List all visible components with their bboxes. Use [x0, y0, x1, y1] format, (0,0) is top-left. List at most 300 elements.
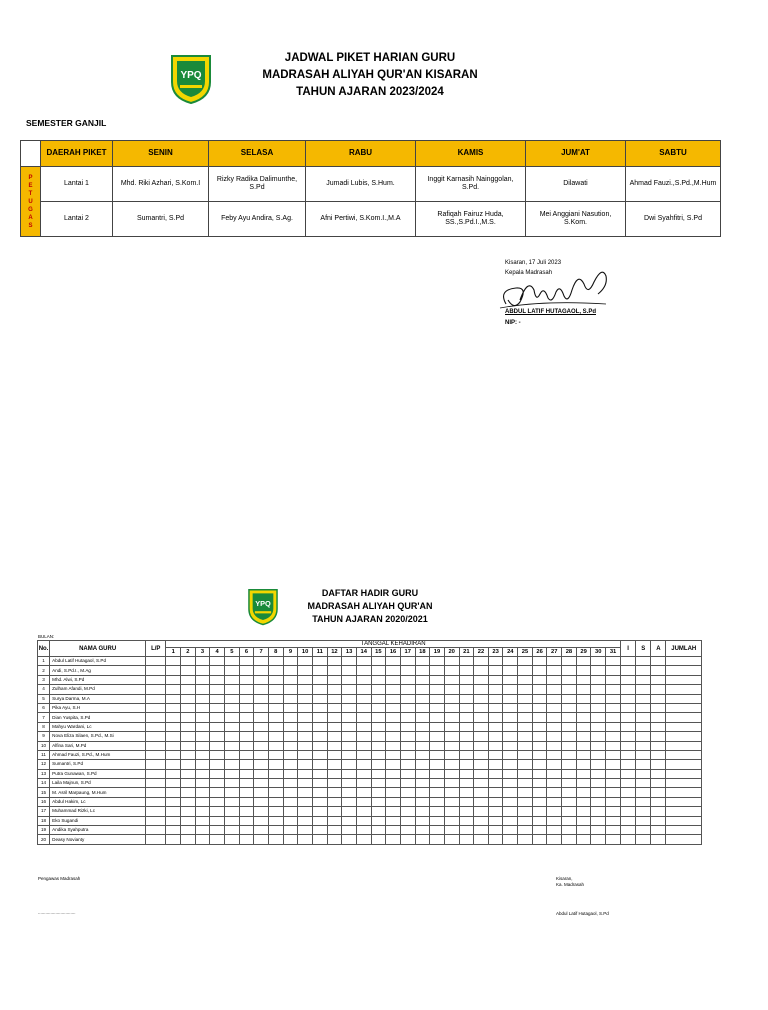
attendance-cell [327, 694, 342, 703]
teacher-number: 9 [38, 732, 50, 741]
attendance-cell [459, 722, 474, 731]
attendance-cell [503, 732, 518, 741]
attendance-cell [474, 694, 489, 703]
attendance-cell [268, 797, 283, 806]
attendance-cell [239, 722, 254, 731]
attendance-cell [210, 807, 225, 816]
attendance-cell [591, 750, 606, 759]
attendance-cell [474, 816, 489, 825]
attendance-cell [371, 722, 386, 731]
teacher-number: 17 [38, 807, 50, 816]
attendance-cell [474, 788, 489, 797]
attendance-cell [210, 816, 225, 825]
summary-cell [636, 657, 651, 666]
attendance-cell [606, 703, 621, 712]
header-selasa: SELASA [209, 141, 306, 167]
attendance-cell [283, 666, 298, 675]
summary-cell [651, 732, 666, 741]
attendance-cell [547, 788, 562, 797]
attendance-cell [195, 835, 210, 844]
attendance-cell [195, 657, 210, 666]
teacher-name: Dian Yuspita, S.Pd [50, 713, 146, 722]
attendance-cell [210, 732, 225, 741]
attendance-cell [371, 779, 386, 788]
attendance-cell [371, 657, 386, 666]
teacher-row [38, 835, 702, 844]
attendance-cell [254, 657, 269, 666]
attendance-cell [518, 797, 533, 806]
teacher-lp-cell [146, 835, 166, 844]
attendance-cell [166, 816, 181, 825]
attendance-cell [532, 741, 547, 750]
attendance-cell [474, 797, 489, 806]
teacher-row [38, 750, 702, 759]
attendance-cell [430, 666, 445, 675]
attendance-cell [503, 835, 518, 844]
day-header: 15 [371, 648, 386, 657]
attendance-cell [488, 788, 503, 797]
attendance-cell [606, 807, 621, 816]
attendance-cell [181, 722, 196, 731]
attendance-cell [430, 675, 445, 684]
attendance-cell [562, 666, 577, 675]
attendance-cell [166, 713, 181, 722]
summary-cell [666, 835, 702, 844]
header-daerah-piket: DAERAH PIKET [41, 141, 113, 167]
attendance-cell [312, 797, 327, 806]
header-izin: I [621, 641, 636, 657]
attendance-cell [181, 685, 196, 694]
attendance-cell [400, 722, 415, 731]
attendance-cell [415, 835, 430, 844]
teacher-number: 12 [38, 760, 50, 769]
attendance-cell [225, 797, 240, 806]
attendance-cell [444, 769, 459, 778]
attendance-cell [298, 760, 313, 769]
attendance-cell [312, 675, 327, 684]
attendance-cell [444, 807, 459, 816]
attendance-cell [562, 722, 577, 731]
attendance-cell [210, 797, 225, 806]
attendance-cell [181, 779, 196, 788]
schedule-cell: Mhd. Riki Azhari, S.Kom.I [113, 167, 209, 202]
teacher-lp-cell [146, 807, 166, 816]
teacher-lp-cell [146, 713, 166, 722]
attendance-cell [342, 657, 357, 666]
teacher-number: 6 [38, 703, 50, 712]
attendance-cell [298, 788, 313, 797]
attendance-cell [576, 675, 591, 684]
attendance-cell [268, 685, 283, 694]
teacher-lp-cell [146, 741, 166, 750]
teacher-number: 13 [38, 769, 50, 778]
attendance-cell [474, 713, 489, 722]
attendance-cell [591, 779, 606, 788]
attendance-cell [444, 675, 459, 684]
attendance-cell [254, 760, 269, 769]
attendance-cell [606, 788, 621, 797]
summary-cell [666, 657, 702, 666]
attendance-cell [195, 750, 210, 759]
teacher-name: M. Asril Marpaung, M.Hum [50, 788, 146, 797]
header-no: No. [38, 641, 50, 657]
attendance-cell [591, 816, 606, 825]
attendance-cell [444, 657, 459, 666]
summary-cell [651, 722, 666, 731]
summary-cell [621, 769, 636, 778]
attendance-cell [254, 713, 269, 722]
summary-cell [636, 675, 651, 684]
summary-cell [621, 835, 636, 844]
attendance-title-line-2: MADRASAH ALIYAH QUR'AN [307, 601, 433, 611]
attendance-cell [166, 657, 181, 666]
attendance-cell [254, 779, 269, 788]
attendance-cell [444, 722, 459, 731]
attendance-cell [195, 788, 210, 797]
attendance-cell [606, 779, 621, 788]
attendance-cell [268, 769, 283, 778]
attendance-cell [371, 797, 386, 806]
attendance-cell [298, 741, 313, 750]
attendance-cell [166, 722, 181, 731]
teacher-name: Pika Ayu, S.H [50, 703, 146, 712]
attendance-cell [371, 713, 386, 722]
attendance-cell [562, 703, 577, 712]
attendance-cell [386, 779, 401, 788]
attendance-cell [181, 741, 196, 750]
attendance-cell [371, 788, 386, 797]
attendance-cell [503, 750, 518, 759]
attendance-cell [444, 760, 459, 769]
attendance-cell [181, 675, 196, 684]
teacher-row [38, 694, 702, 703]
attendance-cell [342, 779, 357, 788]
schedule-cell: Inggit Karnasih Nainggolan, S.Pd. [416, 167, 526, 202]
teacher-row [38, 760, 702, 769]
attendance-cell [518, 666, 533, 675]
attendance-cell [532, 722, 547, 731]
summary-cell [636, 722, 651, 731]
attendance-cell [547, 703, 562, 712]
header-jumlah: JUMLAH [666, 641, 702, 657]
attendance-cell [591, 797, 606, 806]
attendance-cell [268, 703, 283, 712]
attendance-cell [547, 750, 562, 759]
attendance-cell [268, 779, 283, 788]
attendance-cell [518, 835, 533, 844]
attendance-cell [312, 835, 327, 844]
attendance-cell [356, 703, 371, 712]
attendance-cell [210, 750, 225, 759]
summary-cell [621, 685, 636, 694]
attendance-cell [488, 779, 503, 788]
summary-cell [666, 685, 702, 694]
attendance-cell [518, 769, 533, 778]
attendance-title [270, 587, 470, 626]
teacher-number: 2 [38, 666, 50, 675]
attendance-cell [283, 797, 298, 806]
teacher-number: 14 [38, 779, 50, 788]
attendance-cell [312, 816, 327, 825]
attendance-cell [298, 769, 313, 778]
attendance-cell [459, 657, 474, 666]
attendance-cell [166, 694, 181, 703]
day-header: 1 [166, 648, 181, 657]
attendance-cell [342, 769, 357, 778]
signature-place-date: Kisaran, 17 Juli 2023 [505, 260, 562, 266]
attendance-cell [210, 760, 225, 769]
attendance-cell [210, 779, 225, 788]
attendance-cell [591, 675, 606, 684]
attendance-cell [591, 826, 606, 835]
attendance-cell [532, 732, 547, 741]
attendance-cell [312, 703, 327, 712]
attendance-cell [503, 779, 518, 788]
attendance-cell [415, 769, 430, 778]
attendance-cell [415, 675, 430, 684]
day-header: 20 [444, 648, 459, 657]
attendance-cell [400, 741, 415, 750]
attendance-cell [606, 722, 621, 731]
summary-cell [636, 713, 651, 722]
attendance-cell [356, 750, 371, 759]
teacher-name: Putra Gunawan, S.Pd [50, 769, 146, 778]
attendance-cell [444, 750, 459, 759]
attendance-cell [415, 816, 430, 825]
attendance-cell [430, 807, 445, 816]
header-nama-guru: NAMA GURU [50, 641, 146, 657]
attendance-cell [327, 769, 342, 778]
attendance-cell [591, 657, 606, 666]
summary-cell [636, 797, 651, 806]
attendance-cell [444, 666, 459, 675]
attendance-cell [166, 807, 181, 816]
attendance-cell [547, 807, 562, 816]
summary-cell [621, 760, 636, 769]
day-header: 10 [298, 648, 313, 657]
attendance-cell [459, 666, 474, 675]
attendance-cell [606, 835, 621, 844]
attendance-cell [488, 797, 503, 806]
attendance-cell [386, 675, 401, 684]
attendance-cell [166, 760, 181, 769]
summary-cell [651, 769, 666, 778]
attendance-cell [562, 788, 577, 797]
attendance-cell [576, 779, 591, 788]
attendance-cell [225, 713, 240, 722]
attendance-cell [356, 826, 371, 835]
attendance-cell [591, 760, 606, 769]
attendance-cell [210, 826, 225, 835]
attendance-cell [488, 722, 503, 731]
attendance-cell [283, 741, 298, 750]
attendance-cell [518, 816, 533, 825]
attendance-cell [459, 685, 474, 694]
attendance-cell [576, 713, 591, 722]
attendance-cell [430, 741, 445, 750]
attendance-cell [225, 779, 240, 788]
attendance-cell [386, 666, 401, 675]
attendance-cell [195, 675, 210, 684]
day-header: 22 [474, 648, 489, 657]
attendance-cell [254, 816, 269, 825]
attendance-cell [298, 816, 313, 825]
attendance-cell [576, 741, 591, 750]
teacher-number: 7 [38, 713, 50, 722]
attendance-cell [606, 666, 621, 675]
teacher-number: 1 [38, 657, 50, 666]
attendance-cell [503, 741, 518, 750]
attendance-cell [591, 835, 606, 844]
attendance-cell [400, 703, 415, 712]
teacher-row [38, 797, 702, 806]
attendance-cell [606, 741, 621, 750]
footer-supervisor-role: Pengawas Madrasah [38, 876, 81, 881]
attendance-cell [298, 675, 313, 684]
attendance-cell [459, 769, 474, 778]
attendance-cell [400, 779, 415, 788]
schedule-cell: Dilawati [526, 167, 626, 202]
attendance-cell [239, 741, 254, 750]
attendance-cell [444, 694, 459, 703]
attendance-cell [562, 826, 577, 835]
attendance-cell [400, 797, 415, 806]
summary-cell [636, 769, 651, 778]
attendance-cell [430, 694, 445, 703]
attendance-cell [400, 769, 415, 778]
attendance-cell [547, 694, 562, 703]
attendance-cell [166, 750, 181, 759]
attendance-cell [342, 788, 357, 797]
day-header: 13 [342, 648, 357, 657]
attendance-cell [518, 750, 533, 759]
summary-cell [666, 732, 702, 741]
day-header: 17 [400, 648, 415, 657]
attendance-cell [400, 788, 415, 797]
day-header: 19 [430, 648, 445, 657]
teacher-number: 10 [38, 741, 50, 750]
attendance-cell [532, 694, 547, 703]
attendance-cell [576, 835, 591, 844]
attendance-cell [342, 694, 357, 703]
summary-cell [651, 666, 666, 675]
attendance-cell [503, 769, 518, 778]
teacher-lp-cell [146, 826, 166, 835]
summary-cell [651, 741, 666, 750]
petugas-letter: A [28, 214, 33, 221]
attendance-cell [430, 788, 445, 797]
attendance-cell [474, 722, 489, 731]
attendance-cell [474, 732, 489, 741]
summary-cell [636, 760, 651, 769]
summary-cell [636, 741, 651, 750]
attendance-cell [386, 732, 401, 741]
attendance-cell [532, 675, 547, 684]
attendance-cell [386, 835, 401, 844]
attendance-cell [415, 826, 430, 835]
teacher-name: Abdul Hakim, Lc [50, 797, 146, 806]
attendance-cell [400, 666, 415, 675]
attendance-cell [254, 788, 269, 797]
attendance-cell [356, 741, 371, 750]
attendance-cell [342, 722, 357, 731]
attendance-cell [606, 657, 621, 666]
attendance-cell [591, 741, 606, 750]
attendance-cell [254, 741, 269, 750]
attendance-cell [547, 666, 562, 675]
attendance-cell [181, 788, 196, 797]
attendance-cell [459, 675, 474, 684]
attendance-cell [327, 722, 342, 731]
attendance-cell [342, 797, 357, 806]
attendance-cell [225, 666, 240, 675]
footer-head-role: Ka. Madrasah [556, 882, 585, 887]
attendance-cell [444, 703, 459, 712]
attendance-cell [459, 760, 474, 769]
attendance-cell [444, 685, 459, 694]
attendance-cell [606, 816, 621, 825]
attendance-cell [283, 750, 298, 759]
attendance-cell [298, 657, 313, 666]
attendance-cell [547, 816, 562, 825]
attendance-cell [503, 788, 518, 797]
header-tanggal-kehadiran: TANGGAL KEHADIRAN [166, 641, 621, 648]
attendance-cell [312, 807, 327, 816]
attendance-cell [356, 685, 371, 694]
attendance-cell [503, 657, 518, 666]
attendance-cell [283, 657, 298, 666]
schedule-corner-cell [21, 141, 41, 167]
attendance-cell [166, 779, 181, 788]
attendance-cell [327, 779, 342, 788]
attendance-cell [312, 779, 327, 788]
attendance-cell [195, 685, 210, 694]
attendance-cell [298, 713, 313, 722]
attendance-cell [298, 779, 313, 788]
teacher-name: Sumantri, S.Pd [50, 760, 146, 769]
teacher-row [38, 816, 702, 825]
attendance-cell [327, 657, 342, 666]
summary-cell [636, 835, 651, 844]
footer-place: Kisaran, [556, 876, 573, 881]
teacher-lp-cell [146, 675, 166, 684]
summary-cell [651, 750, 666, 759]
summary-cell [651, 816, 666, 825]
attendance-cell [386, 826, 401, 835]
attendance-cell [518, 703, 533, 712]
footer-head-name: Abdul Latif Hutagaol, S.Pd [556, 911, 609, 916]
attendance-cell [166, 788, 181, 797]
attendance-cell [327, 816, 342, 825]
attendance-cell [342, 685, 357, 694]
attendance-cell [606, 694, 621, 703]
attendance-cell [283, 694, 298, 703]
attendance-cell [181, 816, 196, 825]
attendance-cell [547, 722, 562, 731]
day-header: 9 [283, 648, 298, 657]
attendance-cell [195, 807, 210, 816]
teacher-name: Zulham Afandi, M.Pd [50, 685, 146, 694]
attendance-cell [225, 722, 240, 731]
attendance-cell [181, 797, 196, 806]
attendance-cell [474, 760, 489, 769]
attendance-cell [268, 741, 283, 750]
attendance-cell [415, 657, 430, 666]
attendance-cell [327, 703, 342, 712]
day-header: 2 [181, 648, 196, 657]
attendance-cell [532, 835, 547, 844]
summary-cell [636, 779, 651, 788]
